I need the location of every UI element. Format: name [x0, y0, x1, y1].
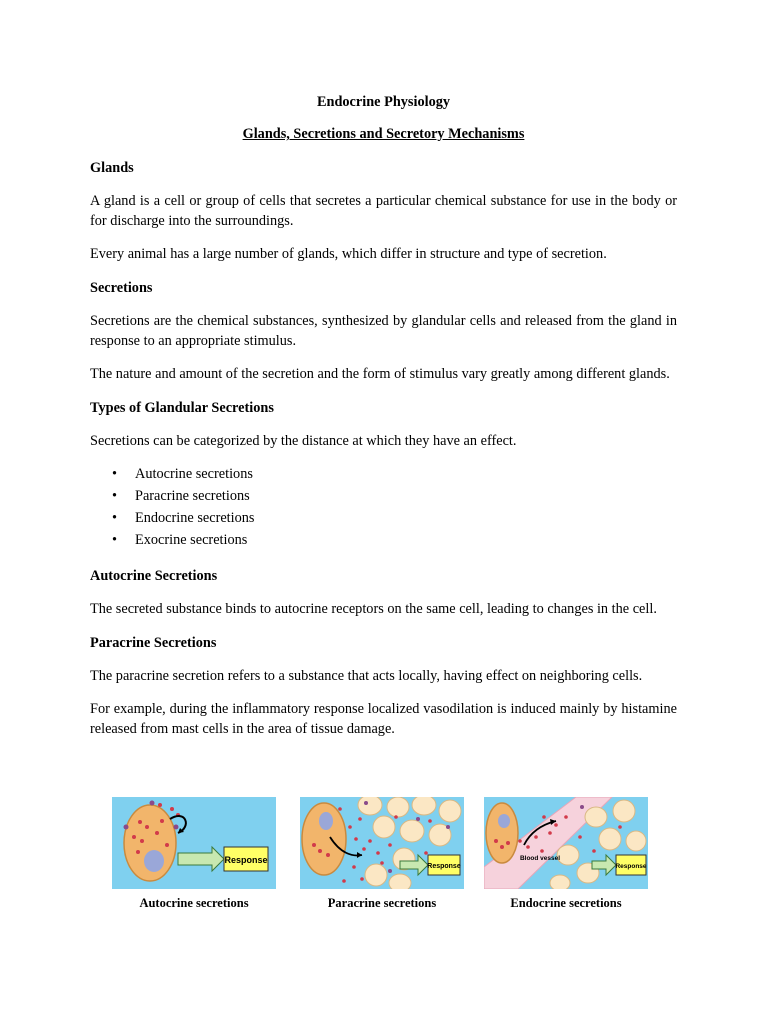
heading-secretions: Secretions	[90, 280, 153, 296]
vessel-label: Blood vessel	[519, 855, 561, 862]
paragraph: The paracrine secretion refers to a substance that acts locally, having effect on neighboring cells.	[90, 668, 643, 684]
bullet-icon: •	[112, 510, 118, 526]
list-item: • Paracrine secretions	[112, 488, 250, 504]
heading-glands: Glands	[90, 160, 134, 176]
paragraph: The secreted substance binds to autocrine receptors on the same cell, leading to changes in the cell.	[90, 601, 657, 617]
paragraph: For example, during the inflammatory response localized vasodilation is induced mainly by histamine released from mast cells in the area of tissue damage.	[90, 701, 677, 737]
figure-endocrine	[484, 797, 648, 911]
figure-caption: Autocrine secretions	[139, 896, 249, 910]
page-subtitle: Glands, Secretions and Secretory Mechanisms	[242, 126, 525, 142]
heading-types: Types of Glandular Secretions	[90, 400, 274, 416]
autocrine-diagram	[112, 797, 276, 889]
list-item: • Autocrine secretions	[112, 466, 253, 482]
figure-caption: Endocrine secretions	[510, 896, 622, 910]
paracrine-diagram	[300, 797, 464, 889]
svg-text:Response: Response	[427, 863, 461, 870]
heading-autocrine: Autocrine Secretions	[90, 568, 218, 584]
figure-caption: Paracrine secretions	[327, 896, 437, 910]
svg-text:Response: Response	[224, 855, 268, 865]
page-title: Endocrine Physiology	[316, 94, 451, 110]
paragraph: The nature and amount of the secretion and the form of stimulus vary greatly among different glands.	[90, 366, 670, 382]
list-item: • Exocrine secretions	[112, 532, 248, 548]
svg-text:Response: Response	[615, 863, 647, 870]
paragraph: Secretions are the chemical substances, synthesized by glandular cells and released from the gland in response to an appropriate stimulus.	[90, 313, 677, 349]
endocrine-diagram	[484, 797, 648, 889]
figure-paracrine	[300, 797, 464, 911]
heading-paracrine: Paracrine Secretions	[90, 635, 217, 651]
paragraph: A gland is a cell or group of cells that secretes a particular chemical substance for use in the body or for discharge into the surroundings.	[90, 193, 677, 229]
document-page	[90, 92, 677, 739]
bullet-icon: •	[112, 466, 118, 482]
secretion-types-list	[90, 464, 677, 552]
paragraph: Every animal has a large number of glands, which differ in structure and type of secretion.	[90, 246, 607, 262]
paragraph: Secretions can be categorized by the distance at which they have an effect.	[90, 433, 517, 449]
figures-row	[110, 797, 650, 917]
list-item: • Endocrine secretions	[112, 510, 255, 526]
figure-autocrine	[112, 797, 276, 911]
bullet-icon: •	[112, 532, 118, 548]
bullet-icon: •	[112, 488, 118, 504]
